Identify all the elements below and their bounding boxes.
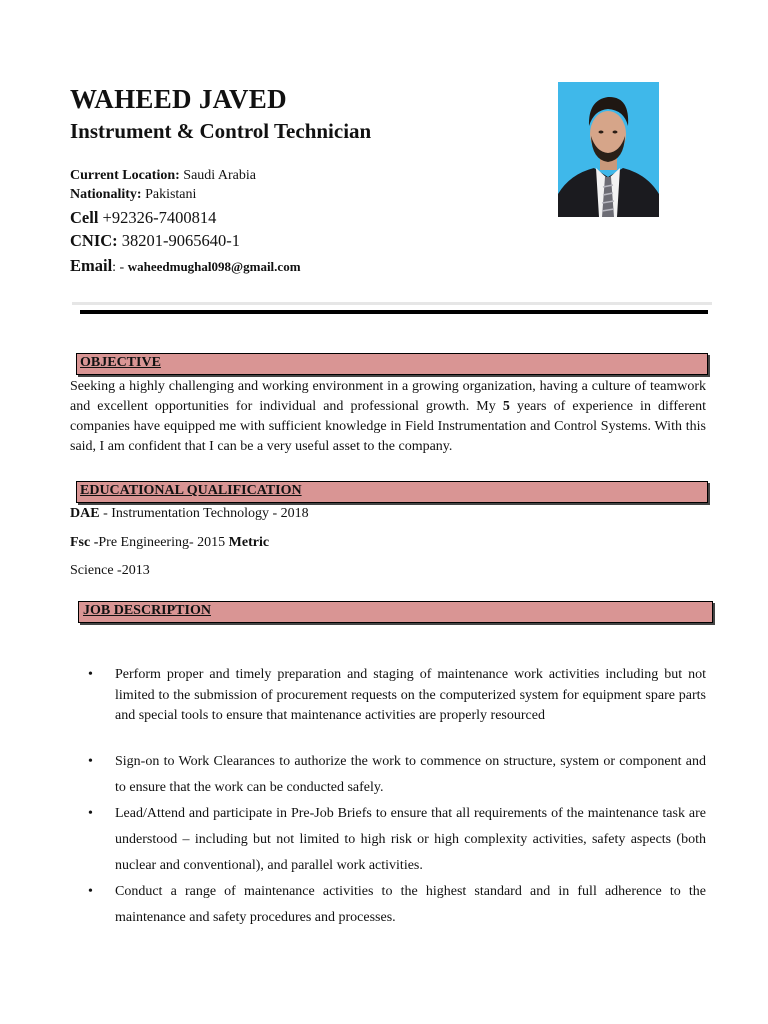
nationality-line bbox=[70, 187, 196, 203]
education-degree-2: Fsc - bbox=[70, 535, 99, 550]
objective-heading: OBJECTIVE bbox=[80, 355, 161, 370]
list-item: • Conduct a range of maintenance activities to the highest standard and in full adherence to the maintenance and safety procedures and processes. bbox=[88, 879, 706, 931]
education-degree-3: Metric bbox=[228, 535, 270, 550]
nationality-label: Nationality: bbox=[70, 187, 142, 202]
objective-paragraph bbox=[70, 377, 706, 457]
job-title: Instrument & Control Technician bbox=[70, 119, 372, 143]
portrait-image bbox=[558, 82, 659, 217]
job-duties-list bbox=[88, 665, 706, 931]
education-detail-2: Pre Engineering- 2015 bbox=[98, 535, 229, 550]
location-label: Current Location: bbox=[70, 168, 180, 183]
email-separator: : - bbox=[112, 260, 128, 275]
candidate-name: WAHEED JAVED bbox=[70, 84, 287, 114]
objective-text-1: Seeking a highly challenging and working environment in a growing organization, having a culture of teamwork and excellent opportunities for individual and professional growth. My bbox=[70, 379, 706, 414]
jobs-heading-bar bbox=[78, 601, 713, 623]
email-label: Email bbox=[70, 256, 113, 275]
nationality-value: Pakistani bbox=[145, 187, 197, 202]
education-line-3: Science -2013 bbox=[70, 563, 150, 578]
cnic-label: CNIC: bbox=[70, 231, 118, 250]
objective-years: 5 bbox=[502, 399, 510, 414]
location-value: Saudi Arabia bbox=[183, 168, 257, 183]
profile-photo bbox=[558, 82, 659, 217]
education-heading-bar bbox=[76, 481, 708, 503]
header-divider-light bbox=[72, 302, 712, 305]
email-line bbox=[70, 256, 301, 276]
education-line-1 bbox=[70, 506, 309, 522]
jobs-heading: JOB DESCRIPTION bbox=[83, 603, 211, 618]
list-item: • Perform proper and timely preparation and staging of maintenance work activities including but not limited to the submission of procurement requests on the computerized system for equipment spare parts and special tools to ensure that maintenance activities are properly resourced bbox=[88, 665, 706, 727]
education-detail-1: - Instrumentation Technology - 2018 bbox=[99, 506, 309, 521]
cell-value: +92326-7400814 bbox=[102, 208, 217, 227]
location-line bbox=[70, 168, 256, 184]
cnic-value: 38201-9065640-1 bbox=[121, 231, 241, 250]
education-heading: EDUCATIONAL QUALIFICATION bbox=[80, 483, 302, 498]
objective-text-2: years of experience in different companies have equipped me with sufficient knowledge in Field Instrumentation and Control Systems. With this said, I am confident that I can be a very useful asset to the company. bbox=[70, 399, 706, 454]
list-item: • Sign-on to Work Clearances to authorize the work to commence on structure, system or component and to ensure that the work can be conducted safely. bbox=[88, 749, 706, 801]
cnic-line bbox=[70, 231, 240, 251]
email-value: waheedmughal098@gmail.com bbox=[127, 259, 301, 274]
education-line-2 bbox=[70, 535, 269, 551]
objective-heading-bar bbox=[76, 353, 708, 375]
list-item: • Lead/Attend and participate in Pre-Job Briefs to ensure that all requirements of the maintenance task are understood – including but not limited to high risk or high complexity activities, safety aspects (both nuclear and conventional), and parallel work activities. bbox=[88, 801, 706, 879]
cell-label: Cell bbox=[70, 208, 99, 227]
header-divider bbox=[80, 310, 708, 314]
cell-line bbox=[70, 208, 216, 228]
education-degree-1: DAE bbox=[70, 506, 100, 521]
